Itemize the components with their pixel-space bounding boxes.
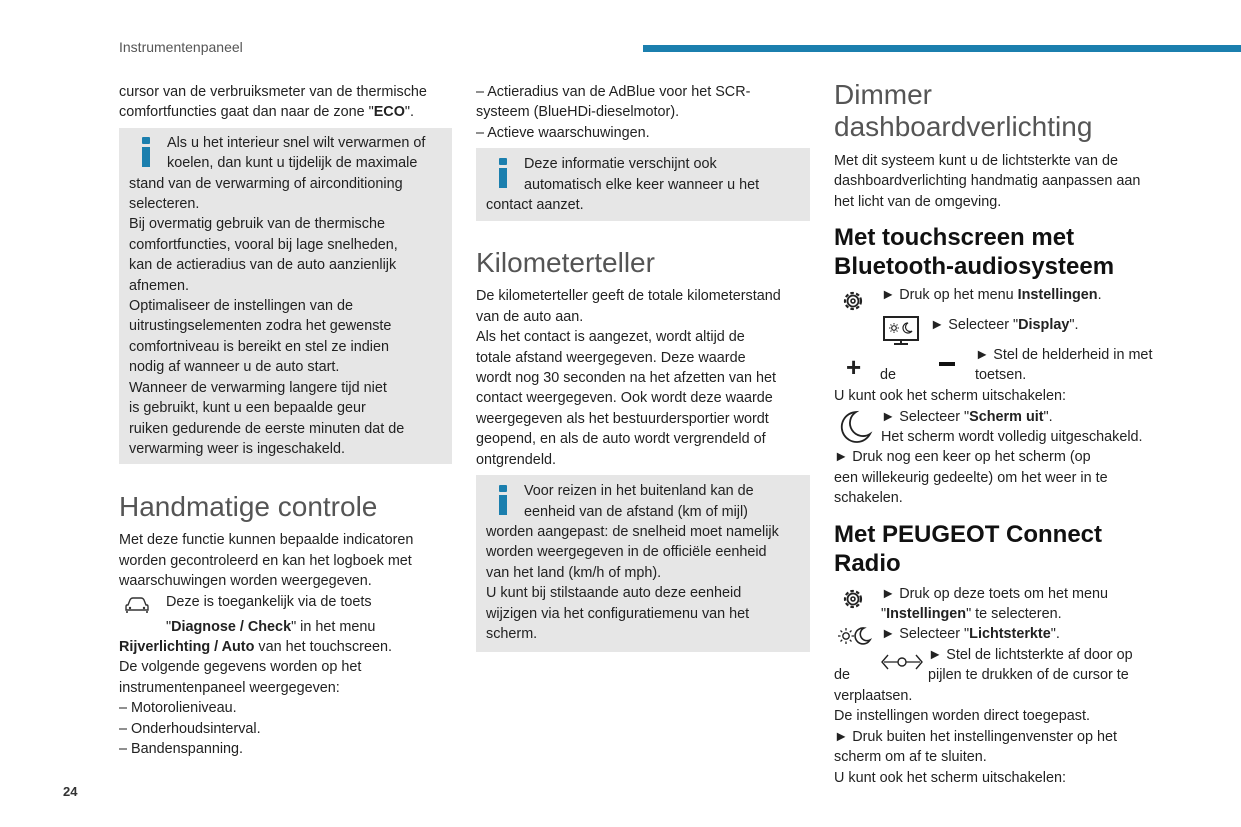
brightness-icon (834, 624, 881, 644)
text-line: weergegeven als het bestuurdersportier wordt (476, 410, 769, 427)
display-brightness-icon (834, 315, 930, 345)
text-line: Voor reizen in het buitenland kan de (524, 483, 754, 500)
info-box-units (476, 475, 810, 652)
text-line: kan de actieradius van de auto aanzienlijk (129, 257, 397, 274)
info-box-text (486, 154, 800, 215)
column-3 (834, 79, 1179, 788)
indicator-list-continued (476, 82, 810, 143)
text-line: Optimaliseer de instellingen van de (129, 298, 353, 315)
step-text: ► Selecteer "Display". (930, 317, 1079, 334)
step-text: de (880, 367, 897, 384)
text-line: – Actieradius van de AdBlue voor het SCR- (476, 84, 751, 100)
text-line: – Onderhoudsinterval. (119, 720, 261, 737)
text-line: ontgrendeld. (476, 451, 557, 468)
text-line: verplaatsen. (834, 687, 913, 704)
text-line: nodig af wanneer u de auto start. (129, 359, 340, 376)
ts-step-display (834, 315, 1179, 345)
text-line: dashboardverlichting handmatig aanpassen aan (834, 173, 1141, 190)
text-line: contact weergegeven. Ook wordt deze waarde (476, 390, 773, 407)
text-line: afnemen. (129, 277, 190, 294)
text-line: koelen, dan kunt u tijdelijk de maximale (167, 155, 418, 172)
section-paragraph (476, 286, 810, 470)
section-heading: Handmatige controle (119, 491, 378, 523)
text-line: Als het contact is aangezet, wordt altijd de (476, 329, 745, 346)
text-line: worden gecontroleerd en kan het logboek met (119, 552, 412, 569)
info-icon (137, 137, 157, 173)
pc-step-settings (834, 584, 1179, 625)
minus-icon (939, 362, 955, 366)
text-line: ruiken gedurende de eerste minuten dat de (129, 420, 405, 437)
text-line: het licht van de omgeving. (834, 193, 1002, 210)
text-line: Met deze functie kunnen bepaalde indicatoren (119, 532, 414, 549)
step-text: pijlen te drukken of de cursor te (928, 666, 1129, 683)
step-text: ► Druk op het menu Instellingen. (881, 287, 1102, 304)
text-line: selecteren. (129, 196, 200, 213)
text-line: comfortfuncties, vooral bij lage snelheden, (129, 236, 398, 253)
access-line: "Diagnose / Check" in het menu (166, 618, 376, 635)
step-text: "Instellingen" te selecteren. (881, 606, 1062, 623)
section-paragraph (834, 151, 1179, 212)
text-line: Als u het interieur snel wilt verwarmen of (167, 134, 426, 151)
section-heading: Kilometerteller (476, 247, 655, 279)
text-line: – Bandenspanning. (119, 740, 244, 757)
subheading-touchscreen: Met touchscreen met Bluetooth-audiosysteem (834, 224, 1115, 281)
step-text: toetsen. (975, 367, 1027, 384)
text-line: scherm om af te sluiten. (834, 749, 987, 766)
text-line: ► Druk buiten het instellingenvenster op het (834, 728, 1118, 745)
section-paragraph (119, 530, 452, 591)
pc-rest-text (834, 686, 1179, 788)
text-line: van de auto aan. (476, 308, 584, 325)
subheading-connect-radio: Met PEUGEOT Connect Radio (834, 520, 1103, 577)
text-line: stand van de verwarming of airconditioning (129, 175, 403, 192)
text-line: een willekeurig gedeelte) om het weer in te (834, 469, 1108, 486)
text-line: totale afstand weergegeven. Deze waarde (476, 349, 746, 366)
intro-line: comfortfuncties gaat dan naar de zone "ECO". (119, 104, 414, 121)
info-icon (494, 158, 514, 194)
diagnose-access-row (119, 592, 452, 617)
pc-step-brightness (834, 624, 1179, 644)
text-line: ► Druk nog een keer op het scherm (op (834, 449, 1091, 466)
ts-step-brightness (834, 345, 1179, 386)
ts-step-screen-off (834, 407, 1179, 448)
text-line: Bij overmatig gebruik van de thermische (129, 216, 385, 233)
text-line: Met dit systeem kunt u de lichtsterkte van de (834, 153, 1118, 169)
text-line: worden weergegeven in de officiële eenheid (486, 544, 767, 561)
text-line: wordt nog 30 seconden na het afzetten van het (476, 370, 777, 387)
text-line: systeem (BlueHDi-dieselmotor). (476, 104, 680, 121)
text-line: Deze informatie verschijnt ook (524, 156, 717, 173)
step-text: ► Druk op deze toets om het menu (881, 585, 1109, 602)
plus-icon: + (846, 352, 862, 383)
text-line: – Motorolieniveau. (119, 700, 237, 717)
column-2 (476, 82, 810, 652)
slider-arrows-icon (880, 651, 924, 679)
text-line: verwarming weer is ingeschakeld. (129, 440, 345, 457)
access-line: Deze is toegankelijk via de toets (166, 593, 372, 610)
header-section-title: Instrumentenpaneel (119, 39, 243, 55)
text-line: wijzigen via het configuratiemenu van het (486, 605, 750, 622)
text-line: Wanneer de verwarming langere tijd niet (129, 379, 387, 396)
text-line: De kilometerteller geeft de totale kilometerstand (476, 288, 781, 305)
step-text: ► Selecteer "Lichtsterkte". (881, 626, 1060, 643)
off-intro: U kunt ook het scherm uitschakelen: (834, 388, 1066, 405)
text-line: is gebruikt, kunt u een bepaalde geur (129, 400, 366, 417)
info-icon (494, 485, 514, 521)
column-1 (119, 82, 452, 759)
text-line: De instellingen worden direct toegepast. (834, 708, 1090, 725)
text-line: geopend, en als de auto wordt vergrendeld of (476, 431, 766, 448)
text-line: – Actieve waarschuwingen. (476, 124, 650, 141)
step-text: Het scherm wordt volledig uitgeschakeld. (881, 429, 1143, 446)
indicator-list (119, 698, 452, 759)
intro-line: cursor van de verbruiksmeter van de thermische (119, 84, 427, 100)
step-text: ► Stel de lichtsterkte af door op (928, 646, 1133, 663)
info-box-text (486, 481, 800, 644)
text-line: U kunt ook het scherm uitschakelen: (834, 769, 1066, 786)
text-line: worden aangepast: de snelheid moet namelijk (486, 523, 779, 540)
text-line: contact aanzet. (486, 197, 584, 214)
page-number: 24 (63, 784, 78, 799)
access-line: Rijverlichting / Auto van het touchscreen. (119, 638, 392, 655)
text-line: waarschuwingen worden weergegeven. (119, 573, 372, 590)
ts-step-again (834, 447, 1179, 508)
text-line: schakelen. (834, 490, 903, 507)
section-heading: Dimmer dashboardverlichting (834, 79, 1093, 142)
info-box-heating (119, 128, 452, 465)
list-intro: instrumentenpaneel weergegeven: (119, 679, 340, 696)
ts-step-settings (834, 285, 1179, 315)
text-line: automatisch elke keer wanneer u het (524, 176, 760, 193)
info-box-display (476, 148, 810, 221)
step-text: ► Stel de helderheid in met (975, 347, 1153, 364)
text-line: comfortniveau is bereikt en stel ze indien (129, 338, 389, 355)
gear-icon (834, 287, 881, 315)
text-line: van het land (km/h of mph). (486, 564, 662, 581)
text-line: U kunt bij stilstaande auto deze eenheid (486, 585, 742, 602)
text-line: eenheid van de afstand (km of mijl) (524, 503, 748, 520)
step-text: ► Selecteer "Scherm uit". (881, 408, 1053, 425)
pc-step-adjust (834, 645, 1179, 686)
text-line: scherm. (486, 625, 538, 642)
gear-icon (834, 585, 881, 623)
step-text: de (834, 666, 851, 683)
moon-icon (834, 407, 881, 445)
list-intro: De volgende gegevens worden op het (119, 659, 362, 676)
info-box-text (129, 133, 442, 460)
header-accent-bar (643, 45, 1241, 52)
text-line: uitrustingselementen zodra het gewenste (129, 318, 392, 335)
car-diagnostic-icon (119, 591, 159, 617)
